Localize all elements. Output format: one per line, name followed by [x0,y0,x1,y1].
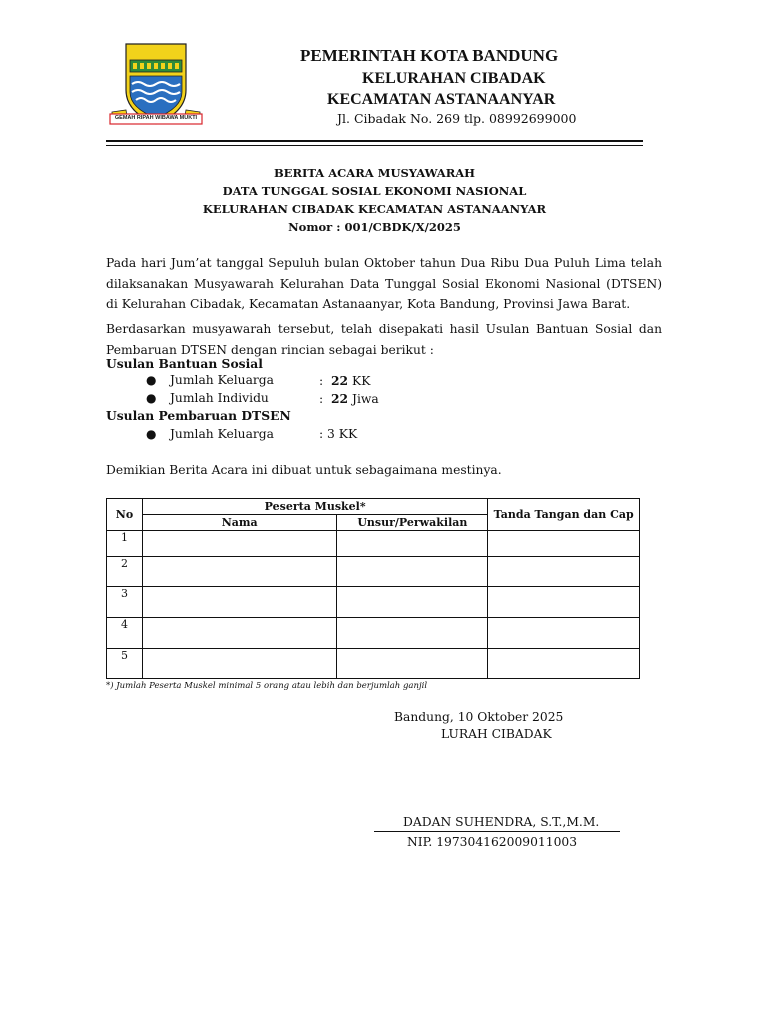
letterhead-address: Jl. Cibadak No. 269 tlp. 08992699000 [337,111,577,126]
signature-cell[interactable] [488,649,640,679]
signature-cell[interactable] [488,557,640,587]
bullet: ● [146,373,157,387]
document-title [106,164,643,236]
closing-statement: Demikian Berita Acara ini dibuat untuk sebagaimana mestinya. [106,463,502,477]
signature-position: LURAH CIBADAK [441,727,552,741]
table-row [107,618,640,649]
representative-cell[interactable] [337,618,488,649]
name-cell[interactable] [142,649,336,679]
representative-cell[interactable] [337,531,488,557]
table-footnote: *) Jumlah Peserta Muskel minimal 5 orang atau lebih dan berjumlah ganjil [106,681,428,691]
name-cell[interactable] [142,557,336,587]
col-no-header: No [107,499,143,531]
opening-paragraph: Pada hari Jum’at tanggal Sepuluh bulan Oktober tahun Dua Ribu Dua Puluh Lima telah dilaksanakan Musyawarah Kelurahan Data Tunggal Sosial Ekonomi Nasional (DTSEN) di Kelurahan Cibadak, Kecamatan Astanaanyar, Kota Bandung, Provinsi Jawa Barat. [106,256,662,311]
title-line-3: KELURAHAN CIBADAK KECAMATAN ASTANAANYAR [202,202,547,216]
bullet: ● [146,391,157,405]
item-value: : 22 KK [319,373,371,388]
name-cell[interactable] [142,618,336,649]
signature-place-date: Bandung, 10 Oktober 2025 [394,710,564,724]
signature-cell[interactable] [488,618,640,649]
item-value: : 3 KK [319,427,358,441]
item-value: : 22 Jiwa [319,391,379,406]
signature-cell[interactable] [488,531,640,557]
table-row [107,649,640,679]
representative-cell[interactable] [337,587,488,618]
agreement-paragraph: Berdasarkan musyawarah tersebut, telah disepakati hasil Usulan Bantuan Sosial dan Pembaruan DTSEN dengan rincian sebagai berikut : [106,322,662,357]
name-cell[interactable] [142,531,336,557]
signatory-name: DADAN SUHENDRA, S.T.,M.M. [403,815,600,829]
row-number: 3 [107,587,143,618]
col-representative-header: Unsur/Perwakilan [337,515,488,531]
letterhead-kecamatan: KECAMATAN ASTANAANYAR [327,91,556,108]
title-line-2: DATA TUNGGAL SOSIAL EKONOMI NASIONAL [222,184,527,198]
row-number: 1 [107,531,143,557]
col-name-header: Nama [142,515,336,531]
table-row [107,531,640,557]
signatory-nip: NIP. 197304162009011003 [407,835,578,849]
letterhead-rule-thin [106,145,643,146]
representative-cell[interactable] [337,557,488,587]
title-line-1: BERITA ACARA MUSYAWARAH [273,166,476,180]
document-number: Nomor : 001/CBDK/X/2025 [288,220,461,234]
attendance-table [106,498,640,679]
item-label: Jumlah Keluarga [170,373,275,387]
representative-cell[interactable] [337,649,488,679]
row-number: 4 [107,618,143,649]
section-dtsen-heading: Usulan Pembaruan DTSEN [106,408,291,423]
name-cell[interactable] [142,587,336,618]
col-participants-header: Peserta Muskel* [142,499,487,515]
letterhead-rule-thick [106,140,643,142]
letterhead-government: PEMERINTAH KOTA BANDUNG [300,46,559,65]
col-signature-header: Tanda Tangan dan Cap [488,499,640,531]
section-bansos-heading: Usulan Bantuan Sosial [106,356,263,371]
signature-underline [374,831,620,832]
table-row [107,557,640,587]
item-label: Jumlah Individu [170,391,269,405]
table-row [107,587,640,618]
item-label: Jumlah Keluarga [170,427,275,441]
row-number: 5 [107,649,143,679]
logo-motto: GEMAH RIPAH WIBAWA MUKTI [114,115,198,121]
row-number: 2 [107,557,143,587]
bullet: ● [146,427,157,441]
signature-cell[interactable] [488,587,640,618]
letterhead-kelurahan: KELURAHAN CIBADAK [362,70,546,87]
